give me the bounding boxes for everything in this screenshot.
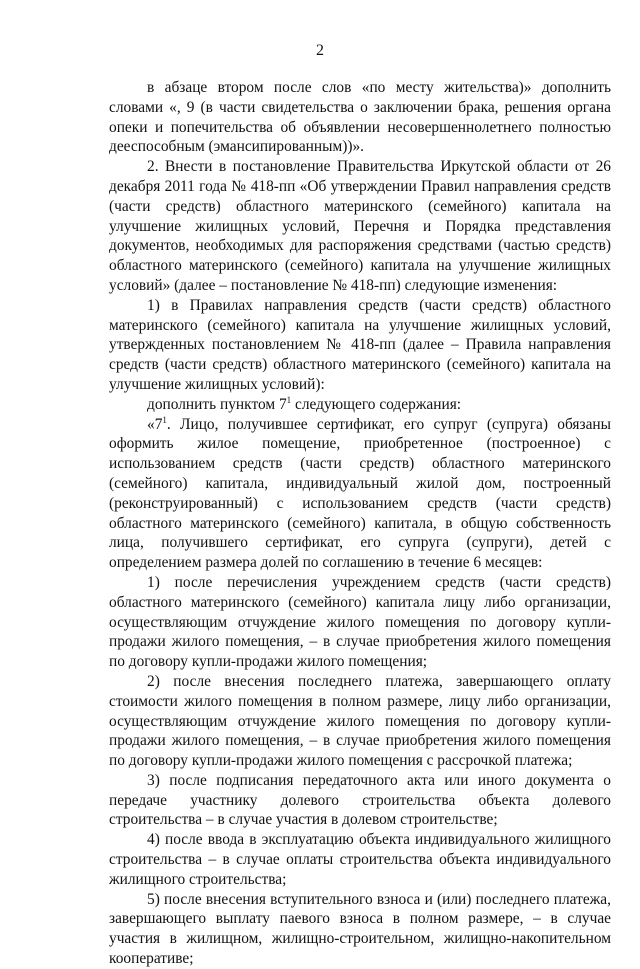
paragraph-4-text-after: следующего содержания: [291,395,462,413]
paragraph-7: 2) после внесения последнего платежа, завершающего оплату стоимости жилого помещения в полном размере, лицу либо организации, осуществляющим отчуждение жилого помещения по договору купли-продажи жилого помещения, – в случае приобретения жилого помещения по договору купли-продажи жилого помещения с рассрочкой платежа; [109,672,611,770]
paragraph-5-text-before: «7 [147,415,163,433]
paragraph-8: 3) после подписания передаточного акта или иного документа о передаче участнику долевого строительства объекта долевого строительства – в случае участия в долевом строительстве; [109,771,611,829]
paragraph-5-superscript: 1 [162,414,167,425]
paragraph-4-text-before: дополнить пунктом 7 [147,395,287,413]
document-body [109,78,611,969]
paragraph-4-superscript: 1 [286,394,292,405]
page-number: 2 [316,42,324,59]
paragraph-9: 4) после ввода в эксплуатацию объекта индивидуального жилищного строительства – в случае оплаты строительства объекта индивидуального жилищного строительства; [109,831,611,888]
paragraph-6: 1) после перечисления учреждением средств (части средств) областного материнского (семейного) капитала лицу либо организации, осуществляющим отчуждение жилого помещения по договору купли-продажи жилого помещения, – в случае приобретения жилого помещения по договору купли-продажи жилого помещения; [109,573,611,671]
paragraph-4 [109,395,611,415]
paragraph-10: 5) после внесения вступительного взноса и (или) последнего платежа, завершающего выплату паевого взноса в полном размере, – в случае участия в жилищном, жилищно-строительном, жилищно-накопительном кооперативе; [109,890,611,968]
paragraph-3: 1) в Правилах направления средств (части средств) областного материнского (семейного) капитала на улучшение жилищных условий, утвержденных постановлением № 418-пп (далее – Правила направления средств (части средств) областного материнского (семейного) капитала на улучшение жилищных условий): [109,296,611,393]
paragraph-5 [109,415,611,573]
paragraph-2: 2. Внести в постановление Правительства Иркутской области от 26 декабря 2011 года № 418-пп «Об утверждении Правил направления средств (части средств) областного материнского (семейного) капитала на улучшение жилищных условий, Перечня и Порядка представления документов, необходимых для распоряжения средствами (частью средств) областного материнского (семейного) капитала на улучшение жилищных условий» (далее – постановление № 418-пп) следующие изменения: [109,158,611,294]
paragraph-1: в абзаце втором после слов «по месту жительства)» дополнить словами «, 9 (в части свидетельства о заключении брака, решения органа опеки и попечительства об объявлении несовершеннолетнего полностью дееспособным (эмансипированным))». [109,79,611,156]
paragraph-5-text-after: . Лицо, получившее сертификат, его супруг (супруга) обязаны оформить жилое помещение, приобретенное (построенное) с использованием средств (части средств) областного материнского (семейного) капитала, индивидуальный жилой дом, построенный (реконструированный) с использованием средств (части средств) областного материнского (семейного) капитала, в общую собственность лица, получившего сертификат, его супруга (супруги), детей с определением размера долей по соглашению в течение 6 месяцев: [109,415,611,572]
